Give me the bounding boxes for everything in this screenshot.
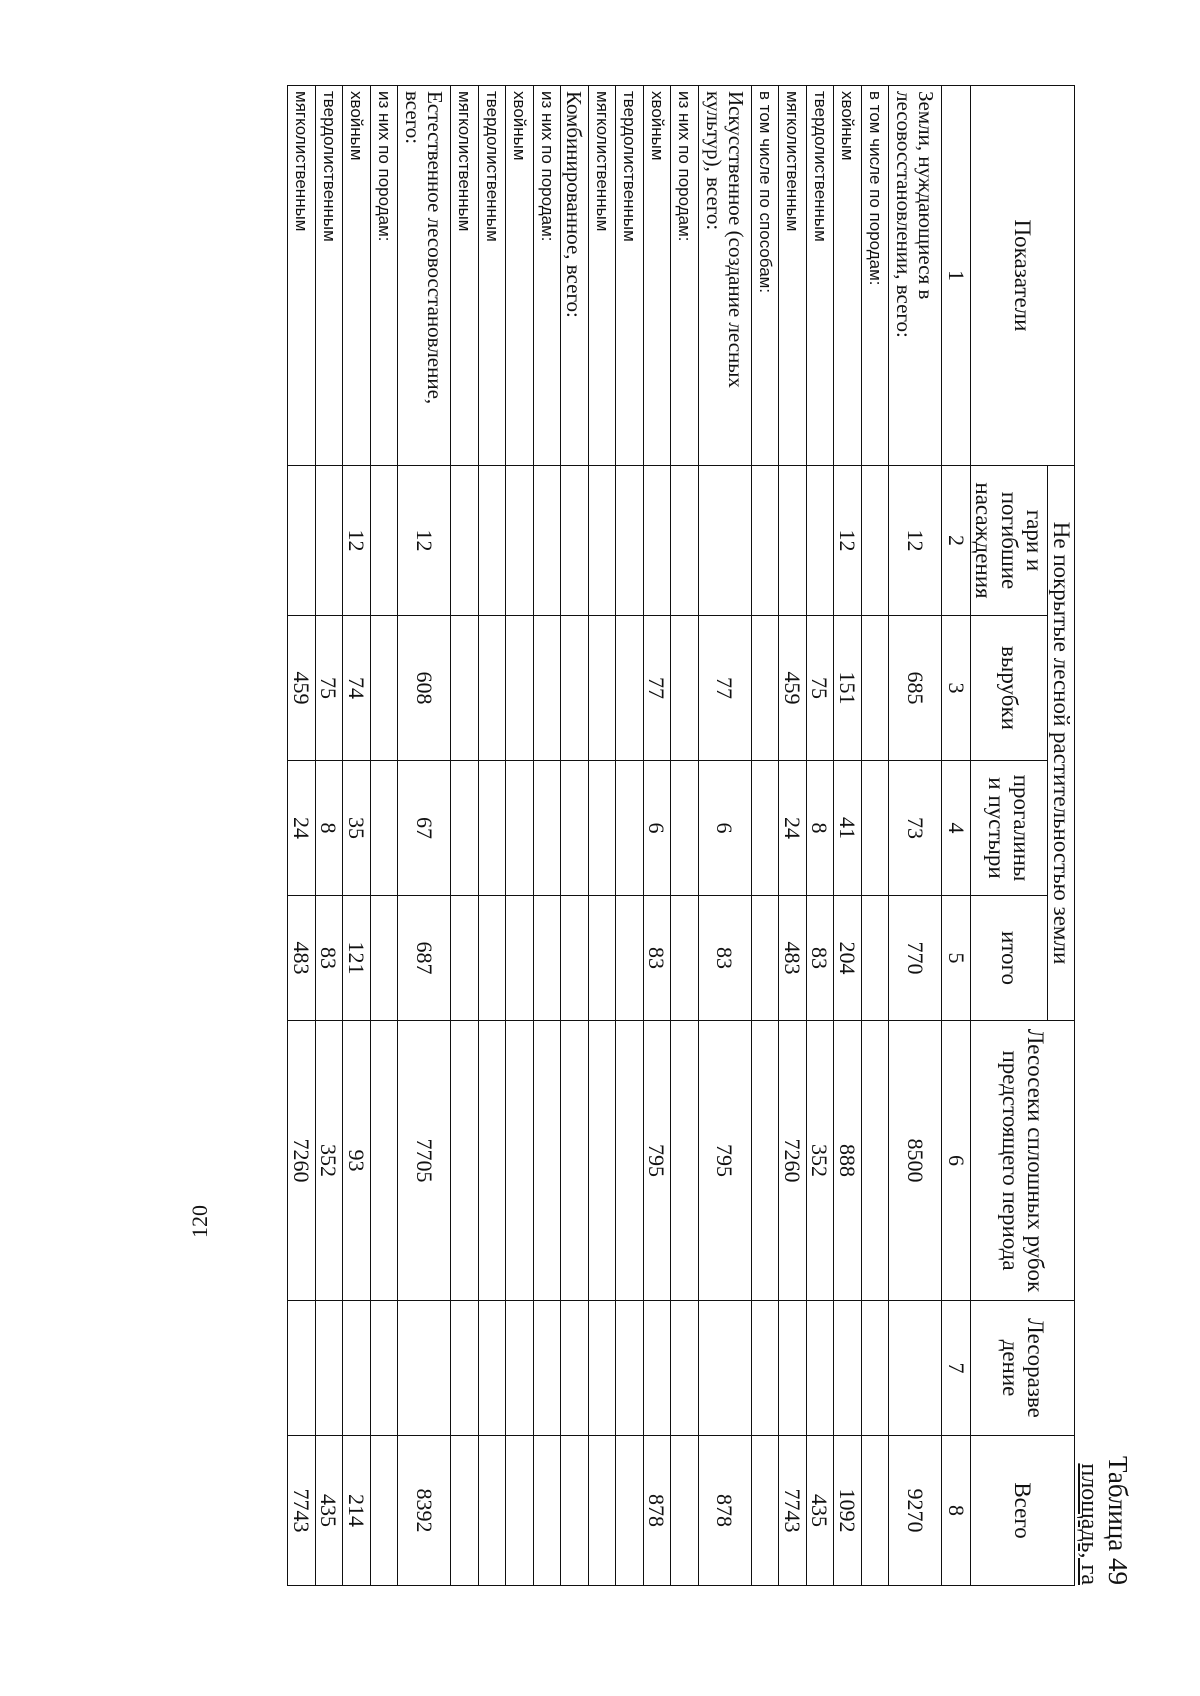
table-cell: 8	[806, 761, 834, 896]
table-cell	[288, 466, 316, 616]
table-cell	[478, 1301, 506, 1436]
table-cell	[616, 616, 644, 761]
table-cell: 8	[315, 761, 343, 896]
table-cell: 459	[779, 616, 807, 761]
table-cell	[315, 1301, 343, 1436]
column-number: 4	[942, 761, 971, 896]
table-cell	[288, 1301, 316, 1436]
table-cell: 687	[398, 896, 451, 1021]
table-cell: 7743	[779, 1436, 807, 1586]
table-cell	[533, 896, 561, 1021]
table-cell	[588, 1436, 616, 1586]
table-cell	[506, 466, 534, 616]
table-cell	[751, 466, 779, 616]
row-label: Комбинированное, всего:	[561, 86, 589, 466]
column-number: 7	[942, 1301, 971, 1436]
header-uncovered-lands: Не покрытые лесной растительностью земли	[1048, 466, 1075, 1021]
table-cell	[506, 761, 534, 896]
table-cell: 6	[698, 761, 751, 896]
table-cell	[561, 1301, 589, 1436]
row-label: мягколиственным	[779, 86, 807, 466]
table-cell	[861, 616, 889, 761]
table-cell	[861, 1021, 889, 1301]
table-cell: 83	[315, 896, 343, 1021]
table-row	[834, 86, 862, 1586]
table-cell	[506, 616, 534, 761]
row-label: из них по породам:	[671, 86, 699, 466]
table-cell	[806, 1301, 834, 1436]
table-cell	[478, 466, 506, 616]
row-label: мягколиственным	[288, 86, 316, 466]
table-cell: 35	[343, 761, 371, 896]
table-cell	[671, 466, 699, 616]
row-label: в том числе по способам:	[751, 86, 779, 466]
table-cell: 41	[834, 761, 862, 896]
table-cell	[588, 1301, 616, 1436]
table-cell	[478, 761, 506, 896]
header-indicators: Показатели	[971, 86, 1075, 466]
table-row	[889, 86, 942, 1586]
header-cuttings: вырубки	[971, 616, 1048, 761]
table-cell: 24	[779, 761, 807, 896]
table-cell: 1092	[834, 1436, 862, 1586]
row-label: твердолиственным	[315, 86, 343, 466]
table-cell: 73	[889, 761, 942, 896]
table-cell	[643, 1301, 671, 1436]
column-number: 5	[942, 896, 971, 1021]
table-cell	[751, 1021, 779, 1301]
table-cell	[478, 1021, 506, 1301]
row-label: хвойным	[506, 86, 534, 466]
table-cell	[751, 1301, 779, 1436]
table-row	[671, 86, 699, 1586]
table-cell: 77	[698, 616, 751, 761]
table-row	[315, 86, 343, 1586]
table-cell	[370, 466, 398, 616]
table-row	[343, 86, 371, 1586]
table-cell	[861, 761, 889, 896]
table-cell: 74	[343, 616, 371, 761]
table-cell	[561, 1436, 589, 1586]
row-label: Земли, нуждающиеся в лесовосстановлении, всего:	[889, 86, 942, 466]
row-label: хвойным	[834, 86, 862, 466]
table-row	[288, 86, 316, 1586]
table-cell	[779, 1301, 807, 1436]
table-cell: 7705	[398, 1021, 451, 1301]
row-label: Искусственное (создание лесных культур), всего:	[698, 86, 751, 466]
table-cell	[698, 1301, 751, 1436]
column-number: 3	[942, 616, 971, 761]
table-cell	[861, 466, 889, 616]
table-row	[451, 86, 479, 1586]
table-cell	[370, 1301, 398, 1436]
table-cell: 83	[698, 896, 751, 1021]
table-cell	[588, 761, 616, 896]
table-cell: 12	[398, 466, 451, 616]
table-cell	[343, 1301, 371, 1436]
table-cell	[533, 1021, 561, 1301]
table-cell	[616, 1301, 644, 1436]
table-cell: 204	[834, 896, 862, 1021]
table-row	[806, 86, 834, 1586]
row-label: твердолиственным	[478, 86, 506, 466]
table-row	[588, 86, 616, 1586]
table-cell: 8392	[398, 1436, 451, 1586]
column-number: 1	[942, 86, 971, 466]
table-cell	[370, 616, 398, 761]
table-cell	[451, 466, 479, 616]
table-cell	[478, 616, 506, 761]
table-cell	[751, 616, 779, 761]
table-cell: 214	[343, 1436, 371, 1586]
table-cell	[616, 1436, 644, 1586]
row-label: из них по породам:	[370, 86, 398, 466]
table-cell	[478, 896, 506, 1021]
row-label: твердолиственным	[616, 86, 644, 466]
table-cell	[398, 1301, 451, 1436]
table-cell	[370, 896, 398, 1021]
header-fires: гари и погибшие насаждения	[971, 466, 1048, 616]
table-cell	[533, 1436, 561, 1586]
table-cell: 435	[806, 1436, 834, 1586]
table-row	[779, 86, 807, 1586]
table-cell	[561, 466, 589, 616]
header-total: Всего	[971, 1436, 1075, 1586]
table-cell	[533, 761, 561, 896]
table-cell	[451, 761, 479, 896]
table-cell	[588, 466, 616, 616]
table-cell	[533, 616, 561, 761]
row-label: в том числе по породам:	[861, 86, 889, 466]
table-cell: 8500	[889, 1021, 942, 1301]
table-cell: 12	[889, 466, 942, 616]
table-row	[533, 86, 561, 1586]
table-cell	[533, 1301, 561, 1436]
table-row	[861, 86, 889, 1586]
table-cell	[506, 1301, 534, 1436]
table-cell	[751, 761, 779, 896]
table-cell	[478, 1436, 506, 1586]
table-cell	[751, 896, 779, 1021]
table-cell	[451, 1301, 479, 1436]
table-cell: 888	[834, 1021, 862, 1301]
row-label: Естественное лесовосстановление, всего:	[398, 86, 451, 466]
table-cell: 9270	[889, 1436, 942, 1586]
table-cell	[506, 1021, 534, 1301]
table-cell: 67	[398, 761, 451, 896]
table-cell	[506, 1436, 534, 1586]
table-cell: 685	[889, 616, 942, 761]
table-cell	[451, 616, 479, 761]
table-cell: 75	[315, 616, 343, 761]
table-cell	[671, 616, 699, 761]
table-cell	[561, 1021, 589, 1301]
table-cell	[561, 896, 589, 1021]
table-cell	[751, 1436, 779, 1586]
column-number: 2	[942, 466, 971, 616]
table-cell: 352	[315, 1021, 343, 1301]
table-caption: Таблица 49	[1103, 1456, 1133, 1585]
table-cell: 483	[779, 896, 807, 1021]
table-cell	[671, 1301, 699, 1436]
table-cell	[451, 1436, 479, 1586]
table-body	[288, 86, 942, 1586]
row-label: мягколиственным	[588, 86, 616, 466]
table-cell: 12	[834, 466, 862, 616]
table-cell	[779, 466, 807, 616]
table-cell	[451, 1021, 479, 1301]
row-label: твердолиственным	[806, 86, 834, 466]
table-cell	[533, 466, 561, 616]
table-cell: 75	[806, 616, 834, 761]
table-cell	[889, 1301, 942, 1436]
table-row	[751, 86, 779, 1586]
table-cell: 77	[643, 616, 671, 761]
table-cell	[643, 466, 671, 616]
table-cell: 7260	[779, 1021, 807, 1301]
table-cell	[370, 1021, 398, 1301]
table-cell	[370, 761, 398, 896]
table-cell	[616, 466, 644, 616]
table-cell	[588, 1021, 616, 1301]
table-cell	[451, 896, 479, 1021]
table-row	[561, 86, 589, 1586]
table-row	[643, 86, 671, 1586]
table-cell	[588, 616, 616, 761]
table-cell: 12	[343, 466, 371, 616]
table-cell	[616, 1021, 644, 1301]
table-cell	[671, 761, 699, 896]
table-cell	[616, 761, 644, 896]
table-cell	[671, 1021, 699, 1301]
header-felling-areas: Лесосеки сплошных рубок предстоящего периода	[971, 1021, 1075, 1301]
row-label: из них по породам:	[533, 86, 561, 466]
table-cell: 121	[343, 896, 371, 1021]
table-cell: 770	[889, 896, 942, 1021]
table-cell: 7260	[288, 1021, 316, 1301]
table-cell	[561, 616, 589, 761]
table-cell: 459	[288, 616, 316, 761]
table-cell: 483	[288, 896, 316, 1021]
table-unit: площадь, га	[1076, 1463, 1102, 1585]
header-subtotal: итого	[971, 896, 1048, 1021]
header-glades: прогалины и пустыри	[971, 761, 1048, 896]
table-cell	[671, 1436, 699, 1586]
table-cell	[588, 896, 616, 1021]
table-cell: 7743	[288, 1436, 316, 1586]
table-cell	[616, 896, 644, 1021]
table-row	[616, 86, 644, 1586]
table-cell: 435	[315, 1436, 343, 1586]
table-cell: 83	[806, 896, 834, 1021]
table-cell: 878	[643, 1436, 671, 1586]
column-number: 8	[942, 1436, 971, 1586]
table-cell	[834, 1301, 862, 1436]
table-row	[398, 86, 451, 1586]
table-row	[698, 86, 751, 1586]
table-cell: 352	[806, 1021, 834, 1301]
table-cell	[370, 1436, 398, 1586]
table-cell: 151	[834, 616, 862, 761]
page-number: 120	[187, 1205, 212, 1238]
table-cell: 83	[643, 896, 671, 1021]
table-cell	[861, 1436, 889, 1586]
table-cell	[861, 896, 889, 1021]
table-cell: 795	[643, 1021, 671, 1301]
table-row	[478, 86, 506, 1586]
table-cell	[698, 466, 751, 616]
table-cell: 608	[398, 616, 451, 761]
table-cell	[861, 1301, 889, 1436]
table-cell: 93	[343, 1021, 371, 1301]
column-number: 6	[942, 1021, 971, 1301]
reforestation-table	[287, 85, 1075, 1586]
table-cell	[561, 761, 589, 896]
table-cell: 795	[698, 1021, 751, 1301]
header-afforestation: Лесоразве дение	[971, 1301, 1075, 1436]
rotated-page-content	[187, 85, 1133, 1585]
table-cell	[315, 466, 343, 616]
table-cell: 24	[288, 761, 316, 896]
row-label: хвойным	[643, 86, 671, 466]
table-cell	[671, 896, 699, 1021]
table-row	[370, 86, 398, 1586]
table-cell	[806, 466, 834, 616]
table-cell: 6	[643, 761, 671, 896]
row-label: мягколиственным	[451, 86, 479, 466]
row-label: хвойным	[343, 86, 371, 466]
table-row	[506, 86, 534, 1586]
table-cell	[506, 896, 534, 1021]
table-cell: 878	[698, 1436, 751, 1586]
